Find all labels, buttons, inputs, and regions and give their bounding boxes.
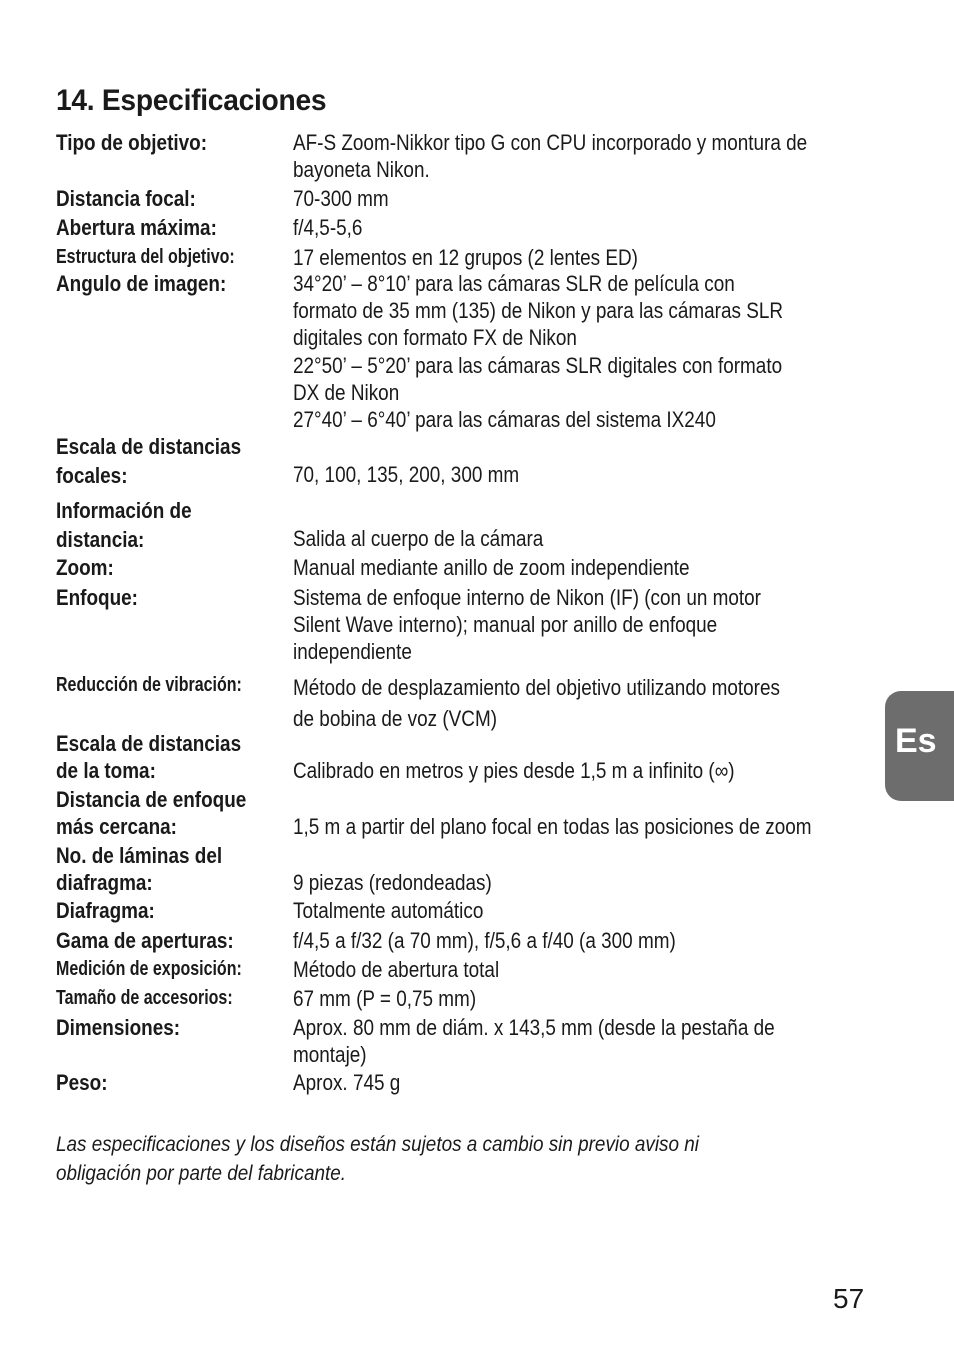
spec-value: Aprox. 745 g: [293, 1070, 401, 1095]
spec-label: Abertura máxima:: [56, 215, 217, 240]
spec-value: f/4,5-5,6: [293, 215, 363, 240]
spec-label: Tipo de objetivo:: [56, 130, 208, 155]
spec-label: Escala de distancias de la toma:: [56, 731, 242, 783]
spec-label: Medición de exposición:: [56, 958, 242, 980]
spec-label: Estructura del objetivo:: [56, 246, 235, 268]
spec-label: Dimensiones:: [56, 1015, 181, 1040]
spec-value: Aprox. 80 mm de diám. x 143,5 mm (desde la pestaña de montaje): [293, 1015, 775, 1067]
spec-value: Sistema de enfoque interno de Nikon (IF) (con un motor Silent Wave interno); manual por anillo de enfoque independiente: [293, 585, 761, 664]
spec-label: Diafragma:: [56, 898, 155, 923]
spec-value: Método de abertura total: [293, 957, 500, 982]
spec-value: AF-S Zoom-Nikkor tipo G con CPU incorporado y montura de bayoneta Nikon.: [293, 130, 808, 182]
spec-label: Zoom:: [56, 555, 114, 580]
spec-value: Salida al cuerpo de la cámara: [293, 526, 544, 551]
page-number: 57: [833, 1283, 865, 1314]
spec-label: Angulo de imagen:: [56, 271, 227, 296]
spec-value: 17 elementos en 12 grupos (2 lentes ED): [293, 245, 638, 270]
language-tab-label: Es: [895, 722, 937, 760]
footnote: Las especificaciones y los diseños están sujetos a cambio sin previo aviso ni obligación por parte del fabricante.: [56, 1133, 699, 1185]
spec-label: Información de distancia:: [56, 498, 192, 552]
spec-label: Distancia focal:: [56, 186, 196, 211]
spec-value: 34°20’ – 8°10’ para las cámaras SLR de película con formato de 35 mm (135) de Nikon y para las cámaras SLR digitales con formato FX de Nikon: [293, 271, 784, 350]
spec-value: f/4,5 a f/32 (a 70 mm), f/5,6 a f/40 (a 300 mm): [293, 928, 676, 953]
spec-value: 70-300 mm: [293, 186, 389, 211]
spec-value: Totalmente automático: [293, 898, 484, 923]
spec-value: Manual mediante anillo de zoom independiente: [293, 555, 690, 580]
spec-value: 22°50’ – 5°20’ para las cámaras SLR digitales con formato DX de Nikon 27°40’ – 6°40’ para las cámaras del sistema IX240: [293, 353, 783, 432]
spec-value: Método de desplazamiento del objetivo utilizando motores de bobina de voz (VCM): [293, 675, 780, 731]
spec-label: Escala de distancias focales:: [56, 434, 242, 488]
language-tab: [885, 691, 954, 801]
spec-label: Distancia de enfoque más cercana:: [56, 787, 247, 839]
spec-label: Enfoque:: [56, 585, 138, 610]
spec-value: 1,5 m a partir del plano focal en todas las posiciones de zoom: [293, 814, 812, 839]
spec-label: Gama de aperturas:: [56, 928, 234, 953]
spec-label: Tamaño de accesorios:: [56, 987, 233, 1009]
spec-label: Reducción de vibración:: [56, 674, 242, 696]
spec-value: 70, 100, 135, 200, 300 mm: [293, 462, 520, 487]
spec-label: No. de láminas del diafragma:: [56, 843, 223, 895]
spec-label: Peso:: [56, 1070, 108, 1095]
spec-value: 9 piezas (redondeadas): [293, 870, 492, 895]
spec-value: Calibrado en metros y pies desde 1,5 m a infinito (∞): [293, 758, 735, 783]
spec-value: 67 mm (P = 0,75 mm): [293, 986, 477, 1011]
page-title: 14. Especificaciones: [56, 84, 327, 117]
